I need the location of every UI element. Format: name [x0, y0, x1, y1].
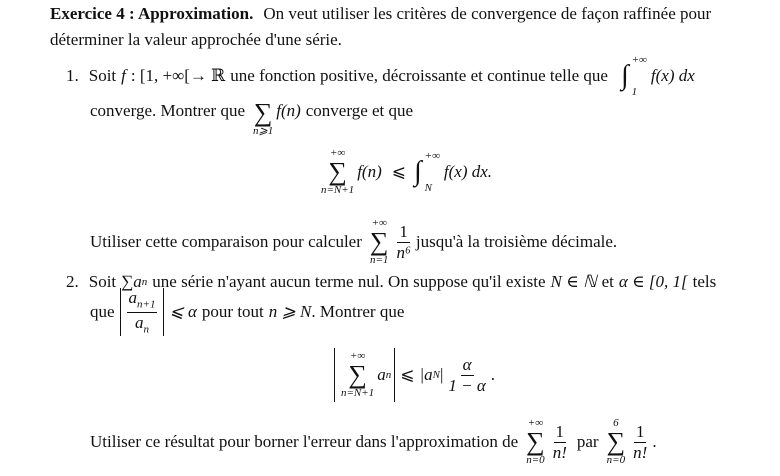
sum-lower: n=1 — [369, 254, 389, 266]
frac-num: 1 — [555, 421, 565, 441]
intro-text-cont: déterminer la valeur approchée d'une série. — [50, 30, 342, 49]
frac-num: 1 — [399, 221, 408, 241]
sum-symbol: ∑ — [526, 427, 545, 456]
ratio-den: a — [135, 312, 144, 332]
sum-term-sub: n — [385, 369, 392, 381]
integral-upper: +∞ — [424, 150, 440, 162]
sum-symbol: ∑ — [348, 360, 367, 389]
math-domain: : [1, +∞[→ ℝ — [130, 66, 226, 85]
integral-upper: +∞ — [631, 54, 647, 66]
frac-num: α — [462, 354, 472, 374]
q2-text: par — [576, 432, 599, 451]
frac-den: n! — [633, 442, 648, 462]
q2-text: pour tout — [201, 302, 264, 321]
sum-upper: +∞ — [329, 147, 346, 159]
sum-lower: n⩾1 — [253, 125, 274, 137]
q1-line3 — [90, 218, 617, 266]
aN-sub: N — [432, 369, 440, 381]
series-term: a — [133, 272, 142, 291]
q1-text: une fonction positive, décroissante et continue telle que — [230, 66, 608, 85]
integral-symbol: ∫ — [620, 60, 629, 91]
q2-text: Soit — [88, 272, 117, 291]
intro-text: On veut utiliser les critères de convergence de façon raffinée pour — [263, 4, 712, 23]
q2-display-inequality — [334, 348, 495, 402]
relation: ⩽ α — [169, 302, 197, 321]
ratio-num-sub: n+1 — [137, 298, 156, 311]
q1-text: converge et que — [305, 100, 414, 120]
exercise-intro-line2 — [50, 30, 342, 50]
period: . — [652, 432, 657, 451]
sum-lower: n=N+1 — [341, 387, 375, 399]
q2-line2 — [90, 288, 405, 335]
sum-term: f(n) — [357, 162, 382, 181]
q1-number: 1. — [66, 66, 79, 85]
q2-text: et — [601, 272, 614, 291]
q2-text: que — [90, 302, 115, 321]
sum-upper: +∞ — [349, 350, 366, 362]
sum-symbol: ∑ — [606, 427, 626, 456]
sum-term: a — [377, 365, 386, 384]
sum-symbol: ∑ — [121, 272, 134, 291]
sum-abs — [334, 348, 395, 402]
sum-symbol: ∑ — [369, 227, 389, 256]
math-cond: N ∈ ℕ — [550, 272, 597, 291]
q1-text: Utiliser cette comparaison pour calculer — [90, 232, 362, 251]
aN-close: | — [439, 365, 444, 384]
sum-lower: n=0 — [526, 454, 545, 466]
integral-lower: N — [424, 182, 432, 194]
q1-text: jusqu'à la troisième décimale. — [415, 232, 618, 251]
frac-num: 1 — [635, 421, 645, 441]
math-cond: α ∈ [0, 1[ — [618, 272, 688, 291]
q2-number: 2. — [66, 272, 79, 291]
ratio-abs — [120, 288, 165, 335]
aN: |a — [419, 365, 433, 384]
sum-symbol: ∑ — [253, 98, 273, 127]
relation: ⩽ — [391, 162, 406, 181]
q2-text: Utiliser ce résultat pour borner l'erreur dans l'approximation de — [90, 432, 519, 451]
period: . — [490, 365, 496, 384]
math-cond: n ⩾ N — [268, 302, 312, 321]
q2-line3 — [90, 418, 657, 466]
series-sub: n — [141, 276, 148, 288]
integrand: f(x) dx — [650, 66, 695, 85]
integrand: f(x) dx. — [443, 162, 493, 181]
q2-text: une série n'ayant aucun terme nul. On suppose qu'il existe — [152, 272, 546, 291]
q1-line2 — [90, 92, 414, 137]
integral-lower: 1 — [631, 86, 638, 98]
exercise-intro-line1 — [50, 4, 711, 24]
sum-lower: n=N+1 — [321, 184, 355, 196]
ratio-den-sub: n — [143, 322, 150, 335]
sum-term: f(n) — [276, 100, 301, 120]
q1-text: Soit — [88, 66, 117, 85]
frac-den: n! — [552, 442, 567, 462]
q1-text: converge. Montrer que — [90, 100, 245, 120]
frac-den: 1 − α — [448, 375, 486, 395]
q2-text: tels — [692, 272, 717, 291]
math-f: f — [121, 66, 126, 85]
sum-upper: +∞ — [527, 417, 544, 429]
q1-display-inequality — [318, 148, 492, 196]
sum-symbol: ∑ — [328, 157, 347, 186]
sum-lower: n=0 — [606, 454, 626, 466]
frac-den: n⁶ — [396, 242, 411, 262]
exercise-title: Exercice 4 : Approximation. — [50, 4, 254, 23]
relation: ⩽ — [400, 365, 415, 384]
integral-symbol: ∫ — [413, 156, 422, 187]
sum-upper: 6 — [613, 417, 619, 429]
q2-text: . Montrer que — [311, 302, 405, 321]
ratio-num: a — [128, 288, 138, 308]
sum-upper: +∞ — [371, 217, 387, 229]
